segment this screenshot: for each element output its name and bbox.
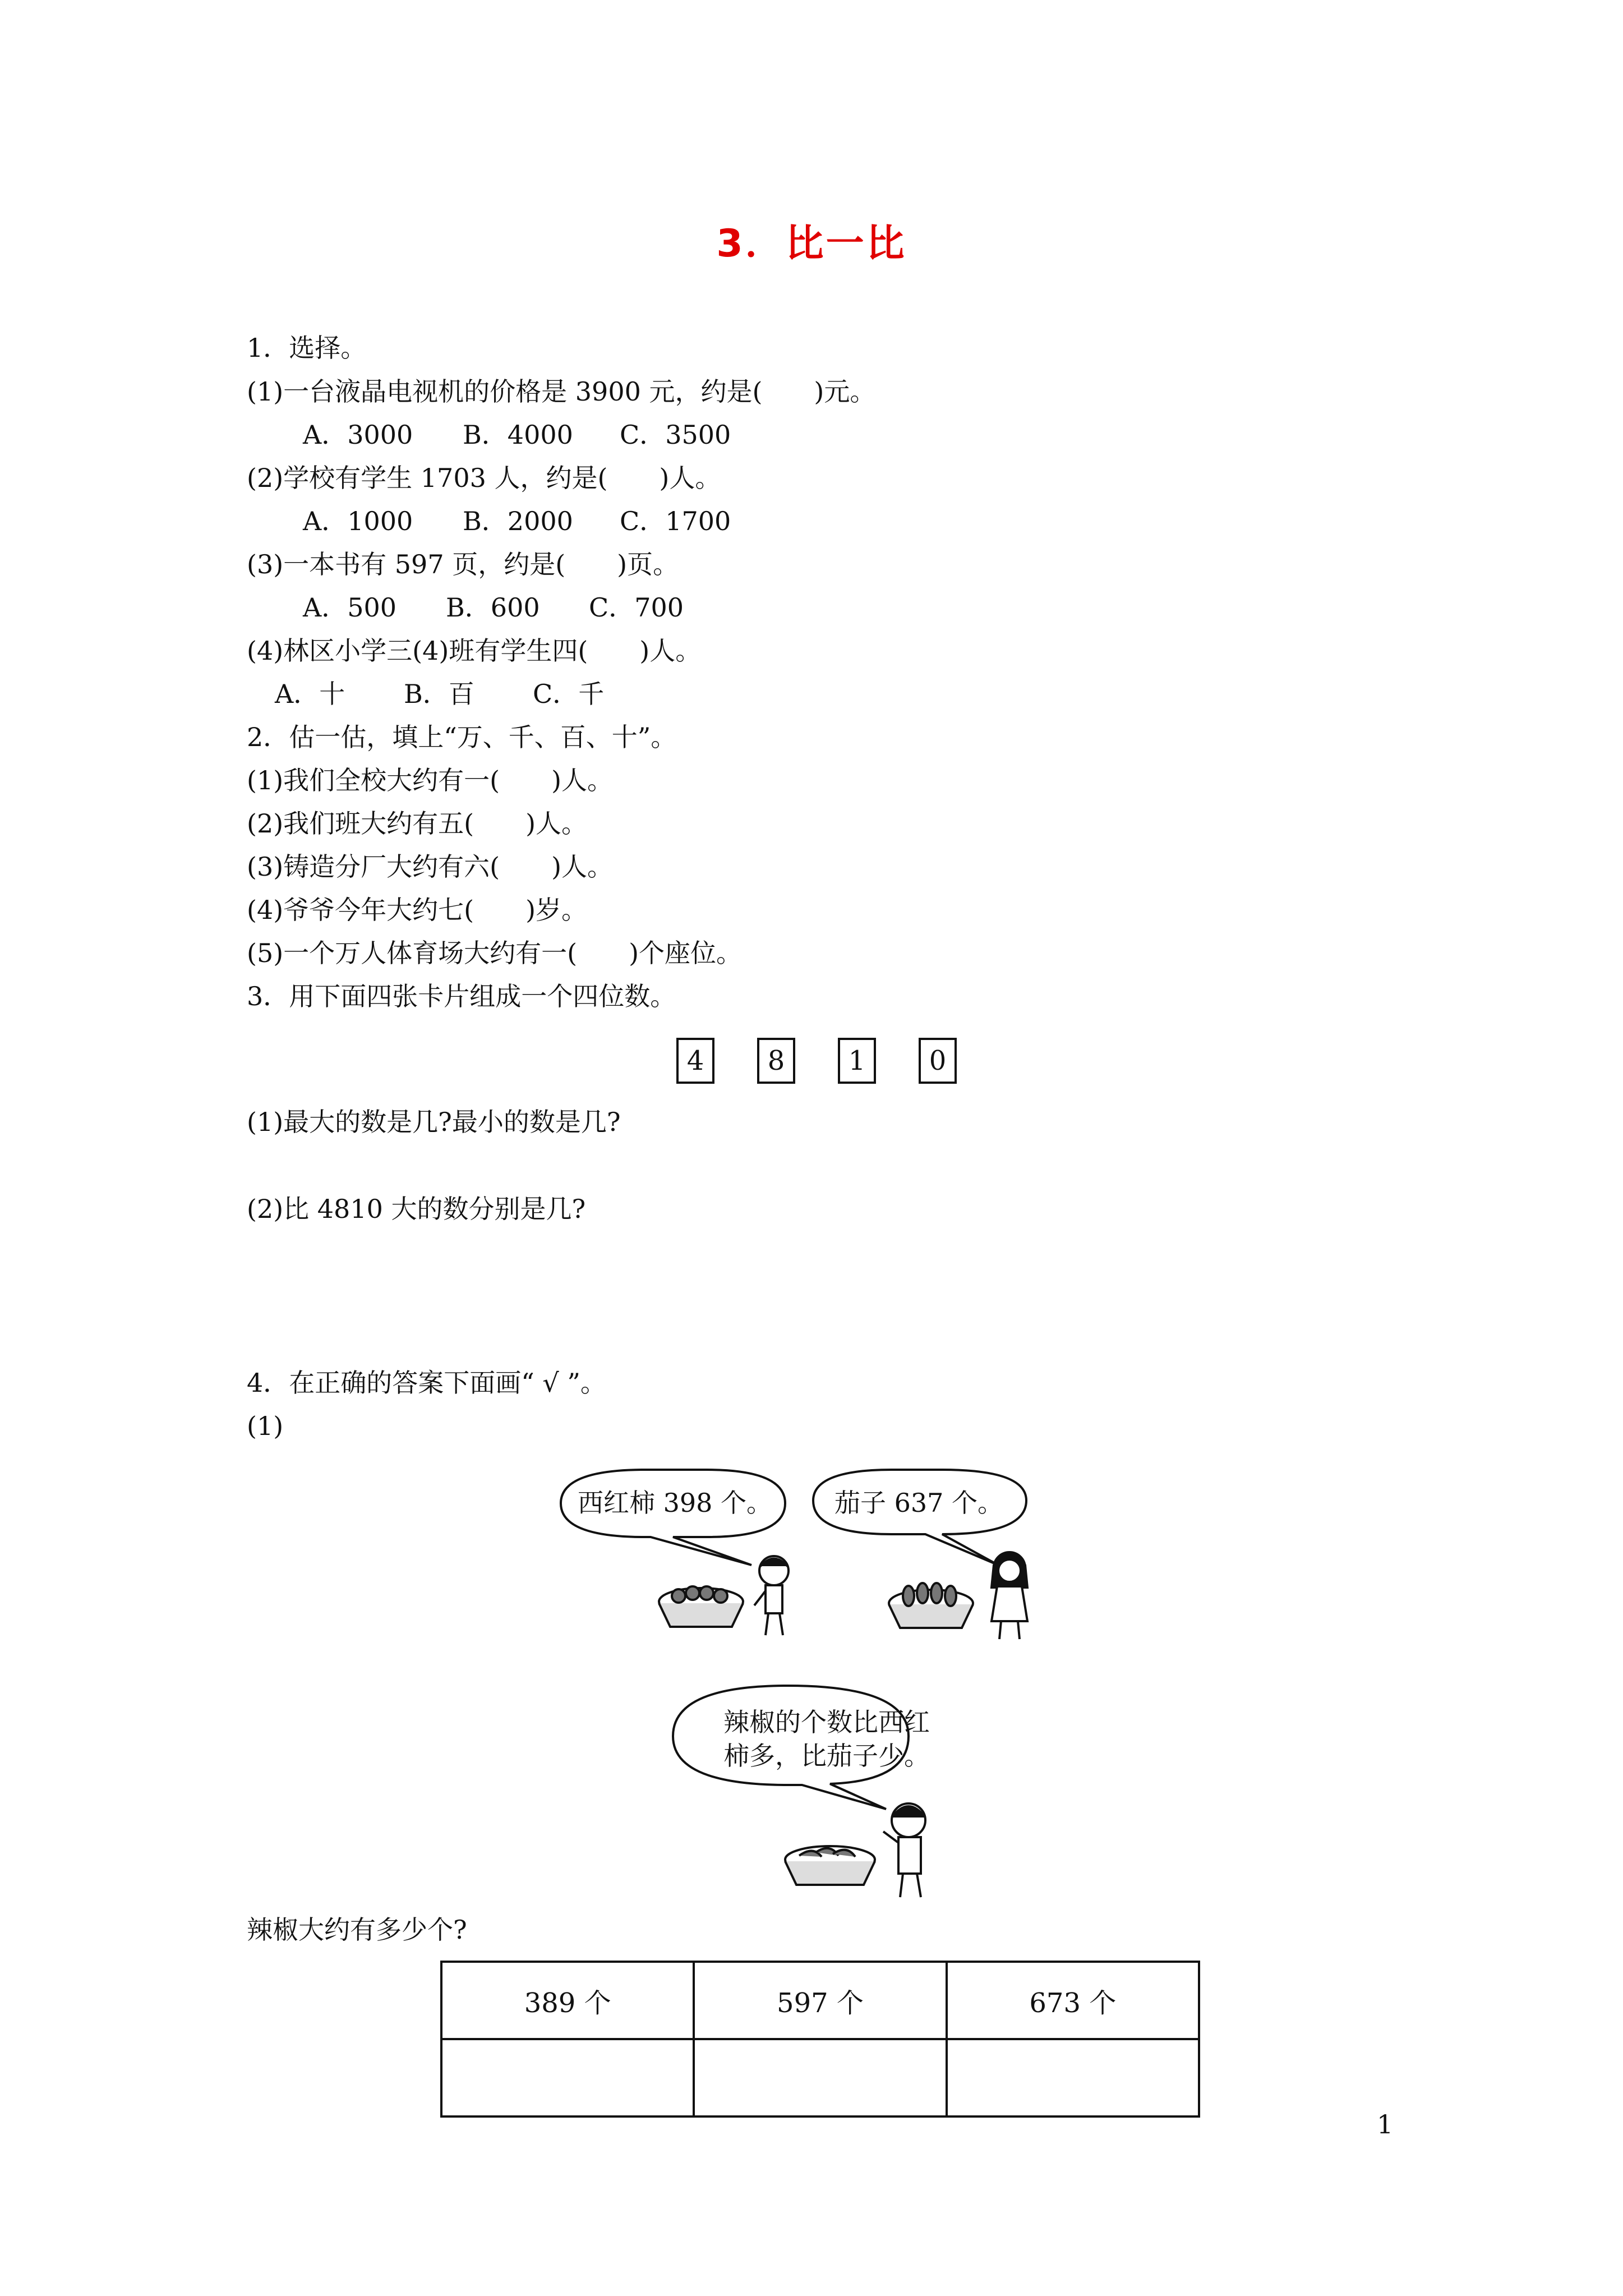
number-card-0: 0 <box>919 1038 957 1084</box>
boy-speech-bubble: 西红柿 398 个。 <box>578 1488 773 1518</box>
page-number: 1 <box>1377 2109 1394 2139</box>
option-b[interactable]: B．2000 <box>463 506 573 536</box>
table-header-cell: 597 个 <box>694 1962 946 2039</box>
option-c[interactable]: C．1700 <box>620 506 731 536</box>
answer-cell[interactable] <box>694 2039 946 2116</box>
option-c[interactable]: C．3500 <box>620 420 731 450</box>
q3-heading: 3．用下面四张卡片组成一个四位数。 <box>247 981 676 1011</box>
table-row <box>441 1962 1199 2039</box>
q2-item-4: (4)爷爷今年大约七( )岁。 <box>247 895 588 925</box>
girl-speech-bubble: 茄子 637 个。 <box>834 1488 1004 1518</box>
table-header-cell: 673 个 <box>947 1962 1199 2039</box>
option-a[interactable]: A．500 <box>303 592 397 623</box>
q1-heading: 1．选择。 <box>247 333 367 363</box>
option-c[interactable]: C．千 <box>533 679 605 709</box>
bottom-bubble-line1: 辣椒的个数比西红 <box>723 1707 930 1737</box>
number-card-4: 4 <box>676 1038 714 1084</box>
option-a[interactable]: A．1000 <box>303 506 413 536</box>
table-header-cell: 389 个 <box>441 1962 694 2039</box>
q1-item-3: (3)一本书有 597 页，约是( )页。 <box>247 549 679 579</box>
table-row <box>441 2039 1199 2116</box>
option-b[interactable]: B．百 <box>404 679 474 709</box>
option-a[interactable]: A．十 <box>275 679 345 709</box>
number-card-8: 8 <box>757 1038 795 1084</box>
bottom-bubble-line2: 柿多，比茄子少。 <box>723 1741 930 1771</box>
number-card-1: 1 <box>838 1038 876 1084</box>
q2-item-5: (5)一个万人体育场大约有一( )个座位。 <box>247 938 743 968</box>
q1-item-1: (1)一台液晶电视机的价格是 3900 元，约是( )元。 <box>247 376 876 407</box>
option-a[interactable]: A．3000 <box>303 420 413 450</box>
answer-cell[interactable] <box>441 2039 694 2116</box>
q2-heading: 2．估一估，填上“万、千、百、十”。 <box>247 722 677 752</box>
option-b[interactable]: B．600 <box>446 592 540 623</box>
q4-question: 辣椒大约有多少个? <box>247 1915 467 1945</box>
q3-item-1: (1)最大的数是几?最小的数是几? <box>247 1107 621 1137</box>
option-b[interactable]: B．4000 <box>463 420 573 450</box>
option-c[interactable]: C．700 <box>589 592 684 623</box>
q1-item-4: (4)林区小学三(4)班有学生四( )人。 <box>247 636 702 666</box>
q4-sub-label: (1) <box>247 1411 284 1441</box>
q3-item-2: (2)比 4810 大的数分别是几? <box>247 1194 586 1224</box>
q2-item-2: (2)我们班大约有五( )人。 <box>247 808 588 839</box>
q2-item-3: (3)铸造分厂大约有六( )人。 <box>247 852 614 882</box>
q4-heading: 4．在正确的答案下面画“ √ ”。 <box>247 1368 606 1398</box>
page-title: 3．比一比 <box>716 222 907 266</box>
q1-item-2: (2)学校有学生 1703 人，约是( )人。 <box>247 463 721 493</box>
answer-table <box>440 1961 1200 2118</box>
q2-item-1: (1)我们全校大约有一( )人。 <box>247 765 614 795</box>
answer-cell[interactable] <box>947 2039 1199 2116</box>
